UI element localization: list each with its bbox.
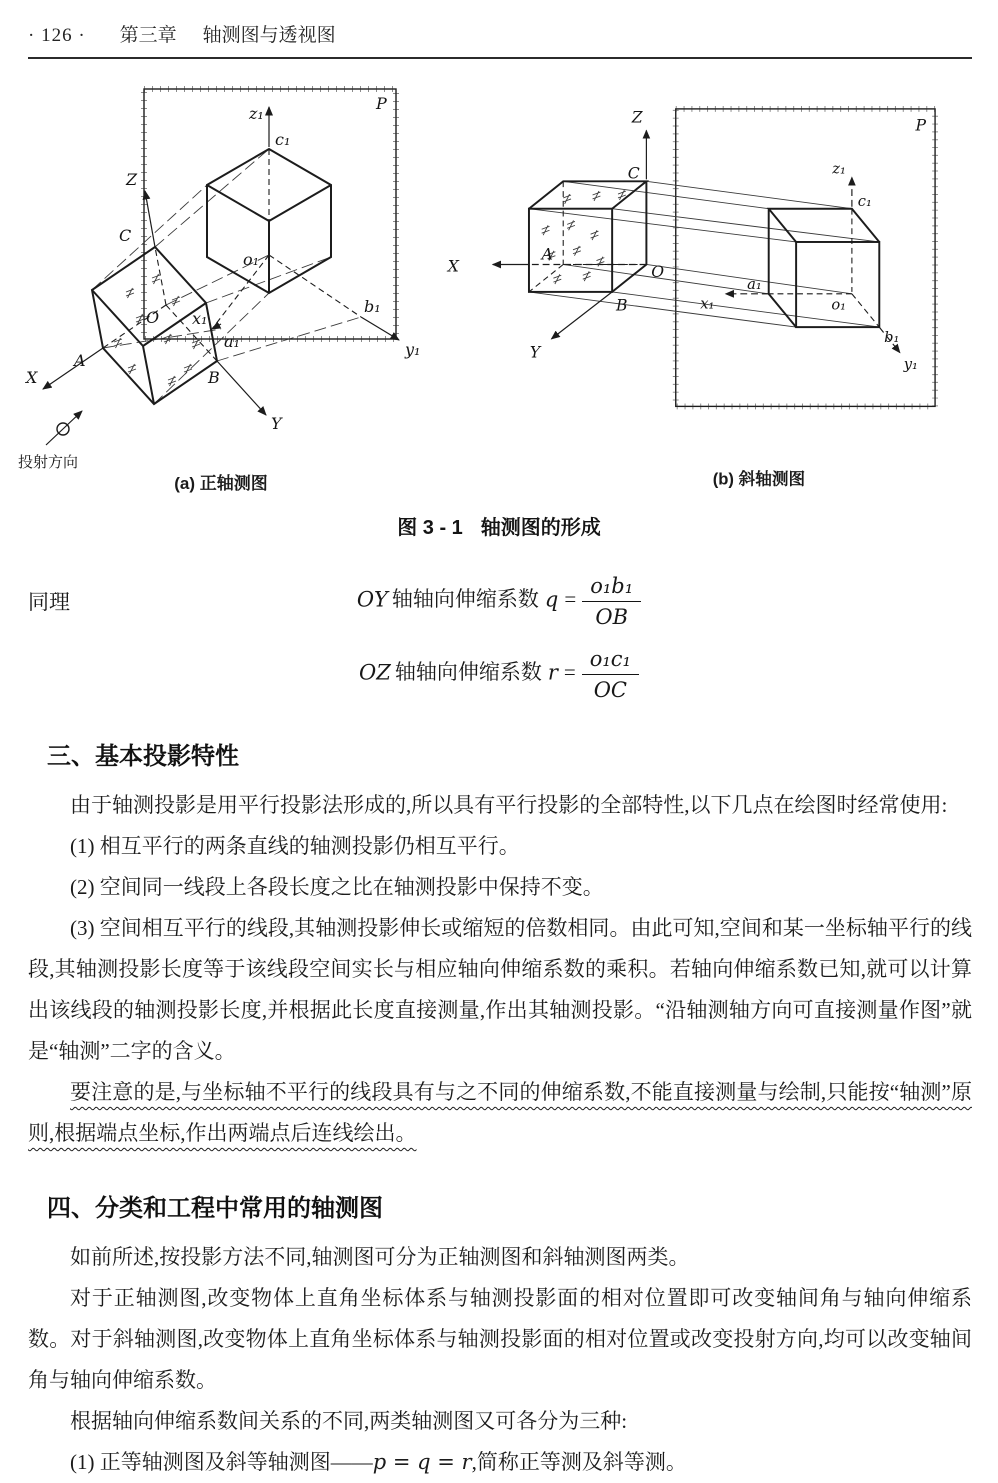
- label-B: B: [616, 295, 628, 315]
- object-cube: [24, 170, 283, 433]
- label-z1: z₁: [249, 104, 264, 123]
- formula-oy-coef: q: [544, 587, 559, 612]
- formula-oy-var: OY: [356, 587, 388, 612]
- section4-body: [0, 1237, 998, 1483]
- panel-b-caption: (b) 斜轴测图: [712, 469, 806, 489]
- label-B: B: [208, 368, 220, 387]
- panel-a-caption: (a) 正轴测图: [174, 474, 268, 493]
- label-b1: b₁: [364, 297, 381, 316]
- projected-cube: [192, 104, 420, 359]
- label-plane-p: P: [376, 94, 387, 113]
- label-z1: z₁: [832, 160, 846, 178]
- formula-oz-text: 轴轴向伸缩系数: [394, 660, 542, 685]
- equals-sign: =: [564, 587, 577, 612]
- projection-plane-p: [676, 109, 935, 406]
- chapter-title: 轴测图与透视图: [202, 25, 336, 46]
- axis-y: [217, 361, 266, 415]
- ray-hatch-marks: [114, 274, 200, 386]
- ray-hatch-marks: [542, 190, 626, 284]
- figure-3-1: [16, 77, 998, 497]
- page-header: [0, 0, 998, 47]
- label-y1: y₁: [405, 340, 421, 359]
- axis-z: [145, 191, 155, 247]
- item-text-post: ,简称正等测及斜等测。: [471, 1450, 687, 1474]
- paragraph: 根据轴向伸缩系数间关系的不同,两类轴测图又可各分为三种:: [70, 1409, 628, 1433]
- label-A: A: [74, 351, 86, 370]
- label-Z: Z: [631, 107, 643, 127]
- projected-cube: [700, 160, 918, 373]
- paragraph: 由于轴测投影是用平行投影法形成的,所以具有平行投影的全部特性,以下几点在绘图时经常使用:: [70, 793, 948, 817]
- fraction-denominator: OC: [593, 678, 627, 702]
- figure-caption-number: 图 3 - 1: [397, 517, 463, 539]
- diagram-a-orthographic-axonometry: [16, 77, 436, 497]
- label-c1: c₁: [275, 130, 291, 149]
- fraction-numerator: o₁c₁: [582, 647, 639, 675]
- label-C: C: [627, 163, 640, 183]
- item-text-pre: (1) 正等轴测图及斜等轴测图——: [70, 1450, 373, 1474]
- list-item-1: [28, 1442, 972, 1483]
- label-c1: c₁: [857, 192, 872, 210]
- formula-oz-fraction: [582, 647, 639, 702]
- fraction-numerator: o₁b₁: [582, 574, 641, 602]
- item-math: p = q = r: [372, 1450, 472, 1474]
- label-a1: a₁: [224, 332, 240, 351]
- list-item-1: (1) 相互平行的两条直线的轴测投影仍相互平行。: [70, 834, 520, 858]
- equals-sign: =: [563, 660, 576, 685]
- label-y1: y₁: [903, 356, 918, 374]
- label-Y: Y: [271, 414, 282, 433]
- formula-block: [0, 574, 998, 702]
- list-item-2: (2) 空间同一线段上各段长度之比在轴测投影中保持不变。: [70, 875, 604, 899]
- label-projection-direction: 投射方向: [18, 454, 79, 471]
- diagram-b-oblique-axonometry: [436, 77, 984, 497]
- formula-oy: [0, 574, 998, 629]
- fraction-denominator: OB: [595, 605, 629, 629]
- label-O: O: [651, 262, 665, 282]
- label-x1: x₁: [192, 309, 208, 328]
- label-a1: a₁: [747, 275, 762, 293]
- section3-heading: 三、基本投影特性: [47, 743, 239, 770]
- label-x1: x₁: [700, 295, 715, 313]
- formula-oz-coef: r: [547, 660, 558, 685]
- formula-oy-text: 轴轴向伸缩系数: [391, 587, 539, 612]
- label-b1: b₁: [884, 328, 900, 346]
- label-Y: Y: [529, 342, 541, 362]
- projection-plane-p: [144, 89, 396, 339]
- formula-lead: 同理: [28, 590, 70, 614]
- section3-body: [0, 785, 998, 1154]
- label-C: C: [119, 226, 132, 245]
- paragraph: 对于正轴测图,改变物体上直角坐标体系与轴测投影面的相对位置即可改变轴间角与轴向伸缩系数。对于斜轴测图,改变物体上直角坐标体系与轴测投影面的相对位置或改变投射方向,均可以改变轴间角与轴向伸缩系数。: [28, 1286, 972, 1392]
- formula-oz: [0, 647, 998, 702]
- header-rule: [28, 57, 972, 59]
- axis-y1: [361, 317, 399, 340]
- label-X: X: [447, 256, 459, 276]
- formula-oz-var: OZ: [359, 660, 391, 685]
- chapter-number: 第三章: [119, 25, 177, 46]
- label-O: O: [146, 308, 160, 327]
- label-o1: o₁: [831, 296, 847, 314]
- label-A: A: [541, 244, 553, 264]
- figure-caption-title: 轴测图的形成: [480, 517, 601, 539]
- label-X: X: [26, 368, 38, 387]
- label-o1: o₁: [243, 250, 260, 269]
- section4-heading: 四、分类和工程中常用的轴测图: [47, 1195, 383, 1222]
- list-item-3: (3) 空间相互平行的线段,其轴测投影伸长或缩短的倍数相同。由此可知,空间和某一坐标轴平行的线段,其轴测投影长度等于该线段空间实长与相应轴向伸缩系数的乘积。若轴向伸缩系数已知,就可以计算出该线段的轴测投影长度,并根据此长度直接测量,作出其轴测投影。“沿轴测轴方向可直接测量作图”就是“轴测”二字的含义。: [28, 916, 972, 1063]
- object-cube: [446, 108, 665, 362]
- page-number: · 126 ·: [28, 25, 86, 46]
- axis-x: [43, 348, 103, 389]
- formula-oy-fraction: [582, 574, 641, 629]
- paragraph: 如前所述,按投影方法不同,轴测图可分为正轴测图和斜轴测图两类。: [70, 1245, 690, 1269]
- figure-caption: [0, 511, 998, 540]
- emphasized-note: 要注意的是,与坐标轴不平行的线段具有与之不同的伸缩系数,不能直接测量与绘制,只能按“轴测”原则,根据端点坐标,作出两端点后连线绘出。: [28, 1080, 972, 1145]
- label-plane-p: P: [915, 115, 927, 135]
- label-Z: Z: [126, 170, 138, 189]
- projection-direction: [18, 411, 82, 471]
